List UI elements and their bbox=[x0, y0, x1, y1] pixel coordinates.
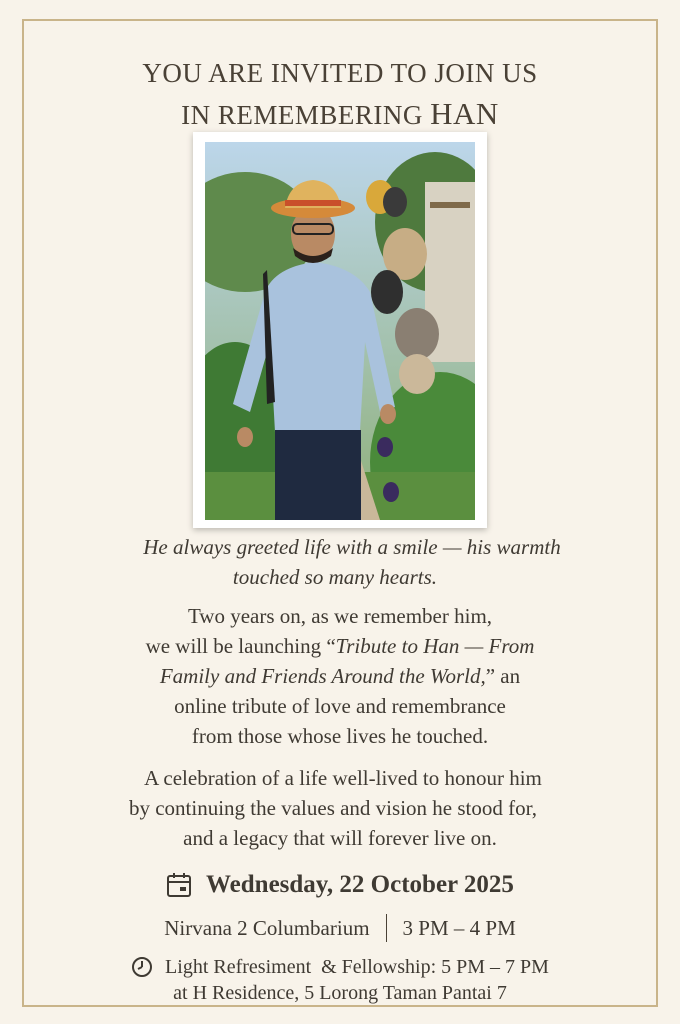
invitation-heading-line2 bbox=[0, 96, 680, 132]
message-line1: Two years on, as we remember him, bbox=[187, 604, 493, 628]
memorial-photo bbox=[205, 142, 475, 520]
calendar-icon bbox=[166, 872, 192, 898]
heading-prefix: IN REMEMBERING bbox=[181, 100, 423, 130]
venue-time: 3 PM – 4 PM bbox=[402, 915, 516, 940]
invitation-heading-line1: YOU ARE INVITED TO JOIN US bbox=[142, 58, 538, 88]
honoree-name: HAN bbox=[430, 96, 499, 131]
celebration-line1: A celebration of a life well-lived to honour him bbox=[144, 766, 542, 790]
clock-icon bbox=[131, 956, 153, 978]
message-line3-suffix: ” an bbox=[485, 664, 521, 688]
event-date: Wednesday, 22 October 2025 bbox=[206, 871, 514, 898]
venue-row bbox=[0, 912, 680, 944]
quote-line2: touched so many hearts. bbox=[232, 565, 438, 589]
fellowship-text: Light Refresiment & Fellowship: 5 PM – 7 PM bbox=[165, 955, 549, 978]
tribute-title-part2: Family and Friends Around the World, bbox=[159, 664, 486, 688]
fellowship-address: at H Residence, 5 Lorong Taman Pantai 7 bbox=[173, 982, 507, 1004]
message-line3 bbox=[0, 664, 680, 689]
message-line4: online tribute of love and remembrance bbox=[174, 694, 506, 718]
venue-name: Nirvana 2 Columbarium bbox=[164, 915, 370, 940]
quote-line1: He always greeted life with a smile — his warmth bbox=[143, 535, 561, 559]
memorial-photo-frame bbox=[193, 132, 487, 528]
celebration-line2: by continuing the values and vision he stood for, bbox=[128, 796, 537, 820]
fellowship-row bbox=[0, 953, 680, 981]
event-date-row bbox=[0, 868, 680, 902]
message-line2 bbox=[0, 634, 680, 659]
venue-divider bbox=[386, 914, 387, 942]
message-line2-prefix: we will be launching “ bbox=[145, 634, 336, 658]
celebration-line3: and a legacy that will forever live on. bbox=[183, 826, 497, 850]
message-line5: from those whose lives he touched. bbox=[191, 724, 489, 748]
tribute-title-part1: Tribute to Han — From bbox=[335, 634, 535, 658]
